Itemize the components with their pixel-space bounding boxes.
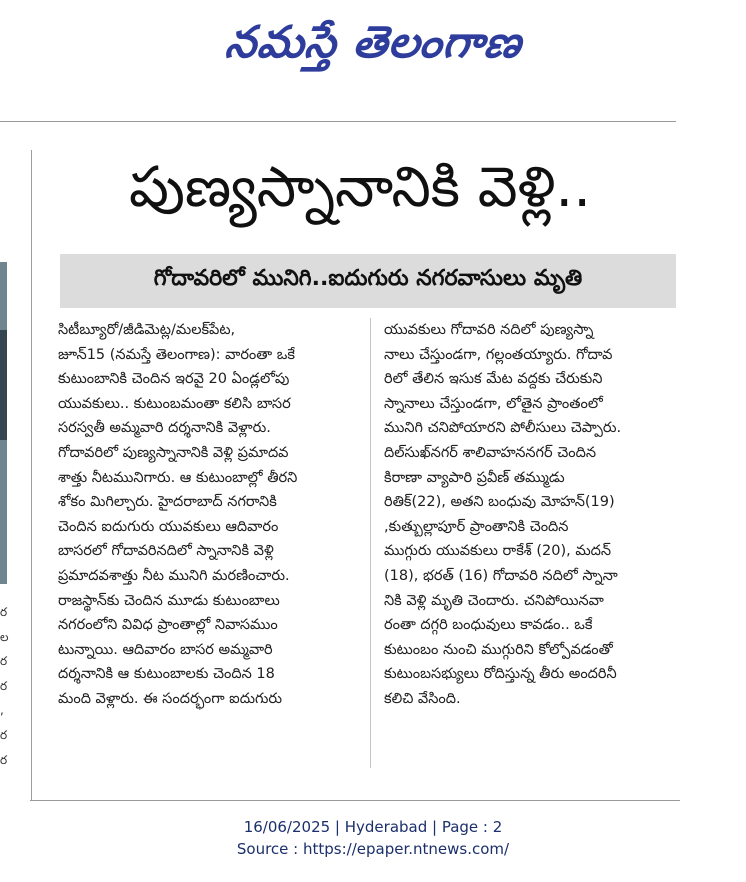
body-text-line: ప్రమాదవశాత్తు నీట మునిగి మరణించారు. xyxy=(58,567,290,584)
body-text-line: ,కుత్బుల్లాపూర్ ప్రాంతానికి చెందిన xyxy=(384,518,569,535)
body-text-line: కుటుంబానికి చెందిన ఇరవై 20 ఏండ్లలోపు xyxy=(58,371,290,388)
subheadline-text: గోదావరిలో మునిగి..ఐదుగురు నగరవాసులు మృతి xyxy=(153,266,583,291)
body-text-line: కుటుంబం నుంచి ముగ్గురిని కోల్పోవడంతో xyxy=(384,641,613,658)
body-text-line: టున్నాయి. ఆదివారం బాసర అమ్మవారి xyxy=(58,641,273,658)
body-text-line: నికి వెళ్లి మృతి చెందారు. చనిపోయినవా xyxy=(384,592,604,609)
body-text-line: ర xyxy=(0,727,8,742)
body-text-line: ర xyxy=(0,678,8,693)
body-text-line: కలిచి వేసింది. xyxy=(384,690,461,707)
body-text-line: ర xyxy=(0,605,8,619)
article-subheadline xyxy=(60,254,676,308)
body-text-line: శాత్తు నీటమునిగారు. ఆ కుటుంబాల్లో తీరని xyxy=(58,469,298,486)
newspaper-logo: నమస్తే తెలంగాణ xyxy=(222,16,525,68)
body-text-line: (18), భరత్ (16) గోదావరి నదిలో స్నానా xyxy=(384,567,618,584)
body-text-line: దర్శనానికి ఆ కుటుంబాలకు చెందిన 18 xyxy=(58,666,275,683)
article-body-right-column xyxy=(384,318,684,712)
top-divider xyxy=(0,121,676,122)
body-text-line: మునిగి చనిపోయారని పోలీసులు చెప్పారు. xyxy=(384,420,622,437)
body-text-line: యువకులు గోదావరి నదిలో పుణ్యస్నా xyxy=(384,322,594,338)
body-text-line: రిలో తేలిన ఇసుక మేట వద్దకు చేరుకుని xyxy=(384,371,603,388)
body-text-line: ర xyxy=(0,654,8,669)
body-text-line: గోదావరిలో పుణ్యస్నానానికి వెళ్లి ప్రమాదవ xyxy=(58,444,289,461)
column-rule xyxy=(31,150,32,800)
body-text-line: యువకులు.. కుటుంబమంతా కలిసి బాసర xyxy=(58,395,291,412)
bottom-divider xyxy=(30,800,680,801)
body-text-line: శోకం మిగిల్చారు. హైదరాబాద్ నగరానికి xyxy=(58,494,277,511)
body-text-line: దిల్‌సుఖ్‌నగర్ శాలివాహననగర్ చెందిన xyxy=(384,444,596,461)
edition-info: 16/06/2025 | Hyderabad | Page : 2 xyxy=(243,818,503,836)
body-text-line: సిటీబ్యూరో/జీడిమెట్ల/మలక్‌పేట, xyxy=(58,322,236,338)
body-text-line: రితిక్(22), అతని బంధువు మోహన్(19) xyxy=(384,494,615,511)
article-body-left-column xyxy=(58,318,358,712)
body-text-line: నాలు చేస్తుండగా, గల్లంతయ్యారు. గోదావ xyxy=(384,346,613,363)
body-text-line: , xyxy=(0,703,4,718)
body-text-line: రంతా దగ్గరి బంధువులు కావడం.. ఒకే xyxy=(384,617,593,634)
body-text-line: కిరాణా వ్యాపారి ప్రవీణ్ తమ్ముడు xyxy=(384,469,565,486)
page-footer xyxy=(0,816,746,860)
body-text-line: బాసరలో గోదావరినదిలో స్నానానికి వెళ్లి xyxy=(58,543,274,560)
headline-text: పుణ్యస్నానానికి వెళ్లి.. xyxy=(128,154,592,220)
body-text-line: కుటుంబసభ్యులు రోదిస్తున్న తీరు అందరినీ xyxy=(384,666,617,683)
body-text-line: ముగ్గురు యువకులు రాకేశ్ (20), మదన్ xyxy=(384,543,612,560)
body-text-line: స్నానాలు చేస్తుండగా, లోతైన ప్రాంతంలో xyxy=(384,395,603,412)
body-text-line: జూన్15 (నమస్తే తెలంగాణ): వారంతా ఒకే xyxy=(58,346,295,363)
body-text-line: మంది వెళ్లారు. ఈ సందర్భంగా ఐదుగురు xyxy=(58,690,283,707)
body-text-line: ర xyxy=(0,752,8,767)
body-text-line: నగరంలోని వివిధ ప్రాంతాల్లో నివాసముం xyxy=(58,617,278,634)
body-text-line: సరస్వతీ అమ్మవారి దర్శనానికి వెళ్లారు. xyxy=(58,420,271,437)
masthead xyxy=(0,0,746,95)
adjacent-article-fragment xyxy=(0,600,10,772)
article-headline xyxy=(40,146,680,242)
adjacent-photo-shadow xyxy=(0,330,7,440)
body-column-divider xyxy=(370,318,371,768)
body-text-line: ల xyxy=(0,629,9,644)
source-link[interactable]: Source : https://epaper.ntnews.com/ xyxy=(236,840,510,858)
body-text-line: చెందిన ఐదుగురు యువకులు ఆదివారం xyxy=(58,518,279,535)
body-text-line: రాజస్థాన్‌కు చెందిన మూడు కుటుంబాలు xyxy=(58,592,280,609)
